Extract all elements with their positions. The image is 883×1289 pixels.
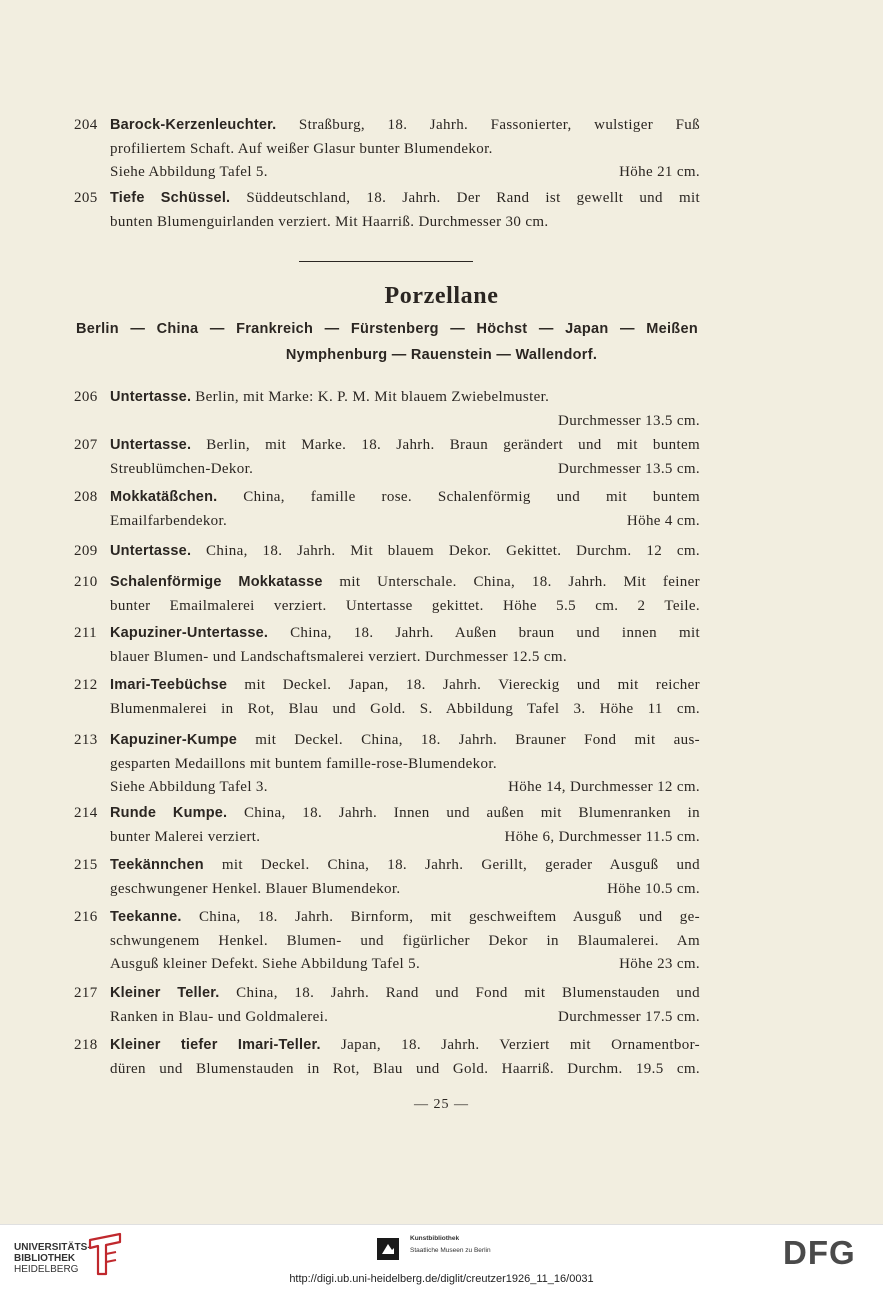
entry-text: schwungenem Henkel. Blumen- und figürlicher Dekor in Blaumalerei. Am [110, 932, 700, 949]
entry-title: Kapuziner-Kumpe [110, 732, 238, 748]
entry-title: Schalenförmige Mokkatasse [110, 574, 323, 590]
entry-number: 214 [74, 805, 98, 821]
viewer-footer [0, 1224, 883, 1289]
entry-number: 206 [74, 389, 98, 405]
entry-title: Kleiner tiefer Imari-Teller. [110, 1037, 321, 1053]
entry-number: 213 [74, 732, 98, 748]
entry-text: Blumenmalerei in Rot, Blau und Gold. S. Abbildung Tafel 3. Höhe 11 cm. [110, 700, 700, 717]
entry-text: mit Deckel. China, 18. Jahrh. Gerillt, gerader Ausguß und [221, 857, 700, 873]
entry-number: 216 [74, 909, 98, 925]
entry-number: 205 [74, 190, 98, 206]
catalog-entry [74, 906, 700, 977]
page-number: — 25 — [414, 1097, 469, 1112]
entry-title: Untertasse. [110, 437, 192, 453]
entry-title: Teekännchen [110, 857, 204, 873]
entry-number: 215 [74, 857, 98, 873]
entry-text: gesparten Medaillons mit buntem famille-rose-Blumendekor. [110, 755, 497, 772]
entry-text: China, 18. Jahrh. Außen braun und innen mit [290, 625, 700, 641]
entry-measure: Höhe 6, Durchmesser 11.5 cm. [504, 828, 700, 845]
catalog-entry [74, 386, 700, 433]
entry-title: Barock-Kerzenleuchter. [110, 117, 277, 133]
entry-number: 209 [74, 543, 98, 559]
entry-title: Kapuziner-Untertasse. [110, 625, 269, 641]
entry-number: 208 [74, 489, 98, 505]
entry-text: Siehe Abbildung Tafel 3. [110, 779, 268, 795]
entry-text: blauer Blumen- und Landschaftsmalerei verziert. Durchmesser 12.5 cm. [110, 648, 567, 665]
entry-title: Imari-Teebüchse [110, 677, 228, 693]
entry-measure: Höhe 23 cm. [619, 956, 700, 972]
entry-number: 211 [74, 625, 97, 641]
entry-number: 207 [74, 437, 98, 453]
kunstbibliothek-logo-icon[interactable] [377, 1238, 399, 1260]
catalog-entry [74, 802, 700, 849]
entry-text: Siehe Abbildung Tafel 5. [110, 164, 268, 180]
catalog-entry [74, 540, 700, 564]
kunstbibliothek-label: Kunstbibliothek Staatliche Museen zu Berlin [410, 1235, 491, 1254]
catalog-entry [74, 729, 700, 800]
entry-text: Emailfarbendekor. [110, 512, 228, 529]
section-subheading: Nymphenburg — Rauenstein — Wallendorf. [285, 347, 598, 363]
section-subheading: Berlin — China — Frankreich — Fürstenberg — Höchst — Japan — Meißen [76, 321, 698, 337]
dfg-logo[interactable]: DFG [783, 1234, 856, 1271]
section-heading: Porzellane [384, 283, 499, 309]
entry-number: 217 [74, 985, 98, 1001]
entry-text: düren und Blumenstauden in Rot, Blau und Gold. Haarriß. Durchm. 19.5 cm. [110, 1060, 700, 1077]
entry-title: Tiefe Schüssel. [110, 190, 231, 206]
entry-text: bunter Malerei verziert. [110, 828, 261, 845]
entry-text: Japan, 18. Jahrh. Verziert mit Ornamentbor- [340, 1037, 700, 1053]
entry-number: 212 [74, 677, 98, 693]
entry-text: Streublümchen-Dekor. [110, 460, 254, 477]
catalog-entry [74, 187, 700, 234]
permalink-url[interactable]: http://digi.ub.uni-heidelberg.de/diglit/creutzer1926_11_16/0031 [289, 1273, 594, 1285]
entry-text: Straßburg, 18. Jahrh. Fassonierter, wulstiger Fuß [298, 117, 700, 133]
catalog-entry [74, 571, 700, 618]
catalog-entry [74, 674, 700, 721]
entry-text: mit Deckel. Japan, 18. Jahrh. Viereckig und mit reicher [244, 677, 700, 693]
entry-text: geschwungener Henkel. Blauer Blumendekor. [110, 880, 401, 897]
entry-measure: Höhe 21 cm. [619, 164, 700, 180]
entry-text: China, 18. Jahrh. Birnform, mit geschweiftem Ausguß und ge- [198, 909, 701, 925]
catalog-entry [74, 622, 700, 669]
entry-title: Mokkatäßchen. [110, 489, 218, 505]
entry-text: mit Deckel. China, 18. Jahrh. Brauner Fond mit aus- [255, 732, 700, 748]
entry-number: 218 [74, 1037, 98, 1053]
entry-number: 204 [74, 117, 98, 133]
entry-number: 210 [74, 574, 98, 590]
entry-text: China, 18. Jahrh. Mit blauem Dekor. Gekittet. Durchm. 12 cm. [206, 543, 700, 559]
entry-title: Untertasse. [110, 543, 192, 559]
entry-text: profiliertem Schaft. Auf weißer Glasur bunter Blumendekor. [110, 140, 493, 157]
university-library-logo-icon[interactable] [86, 1230, 124, 1276]
catalog-entry [74, 486, 700, 533]
entry-title: Runde Kumpe. [110, 805, 228, 821]
entry-text: Süddeutschland, 18. Jahrh. Der Rand ist gewellt und mit [246, 190, 700, 206]
entry-text: China, 18. Jahrh. Rand und Fond mit Blumenstauden und [236, 985, 700, 1001]
entry-measure: Durchmesser 17.5 cm. [558, 1008, 700, 1025]
library-name[interactable]: UNIVERSITÄTS- BIBLIOTHEK HEIDELBERG [14, 1242, 91, 1275]
entry-measure: Durchmesser 13.5 cm. [558, 460, 700, 477]
catalog-entry [74, 434, 700, 481]
entry-title: Kleiner Teller. [110, 985, 220, 1001]
entry-text: bunter Emailmalerei verziert. Untertasse gekittet. Höhe 5.5 cm. 2 Teile. [110, 597, 700, 614]
entry-title: Teekanne. [110, 909, 182, 925]
entry-text: Ranken in Blau- und Goldmalerei. [110, 1008, 329, 1025]
entry-text: bunten Blumenguirlanden verziert. Mit Haarriß. Durchmesser 30 cm. [110, 213, 549, 230]
entry-measure: Höhe 4 cm. [626, 512, 700, 529]
entry-measure: Höhe 14, Durchmesser 12 cm. [508, 779, 700, 795]
catalog-entry [74, 982, 700, 1029]
entry-text: Berlin, mit Marke. 18. Jahrh. Braun gerändert und mit buntem [206, 437, 700, 453]
catalog-entry [74, 854, 700, 901]
catalog-entry [74, 1034, 700, 1081]
catalog-entry [74, 114, 700, 185]
entry-measure: Höhe 10.5 cm. [607, 880, 700, 897]
entry-text: mit Unterschale. China, 18. Jahrh. Mit feiner [339, 574, 700, 590]
entry-title: Untertasse. [110, 389, 192, 405]
entry-text: China, 18. Jahrh. Innen und außen mit Blumenranken in [243, 805, 700, 821]
section-divider [299, 261, 473, 262]
entry-text: China, famille rose. Schalenförmig und mit buntem [243, 489, 700, 505]
entry-measure: Durchmesser 13.5 cm. [558, 412, 700, 429]
entry-text: Ausguß kleiner Defekt. Siehe Abbildung Tafel 5. [110, 956, 421, 972]
entry-text: Berlin, mit Marke: K. P. M. Mit blauem Zwiebelmuster. [195, 389, 550, 405]
